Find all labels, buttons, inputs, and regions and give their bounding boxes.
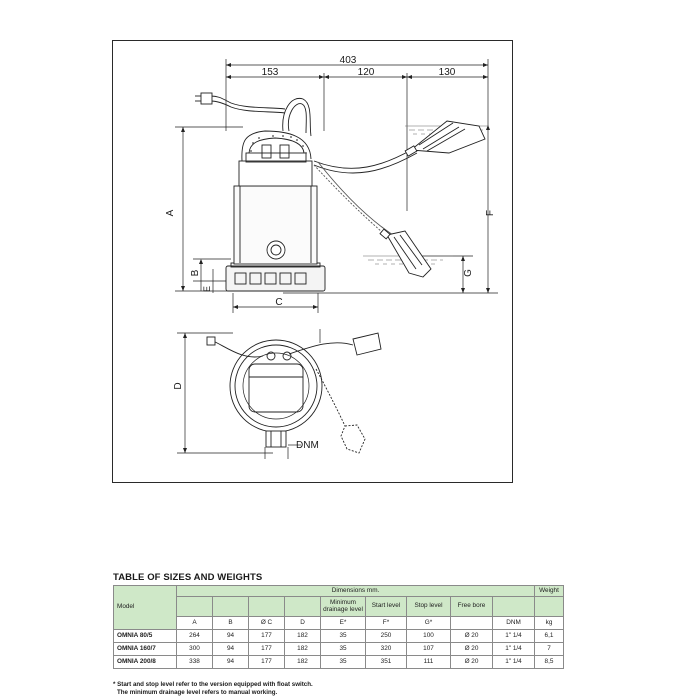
unit-g: G* (407, 617, 451, 630)
cell-weight: 8,5 (535, 656, 564, 669)
table-row (114, 643, 564, 656)
cell-free-bore: Ø 20 (451, 630, 493, 643)
dim-seg3-label: 130 (438, 67, 456, 78)
cell-g: 107 (407, 643, 451, 656)
cell-g: 111 (407, 656, 451, 669)
model-header: Model (114, 586, 177, 630)
dim-e-label: E (202, 285, 212, 293)
cell-f: 250 (366, 630, 407, 643)
cell-b: 94 (213, 656, 249, 669)
cell-e: 35 (321, 643, 366, 656)
sub-header-start-level: Start level (366, 597, 407, 617)
dim-b-label: B (190, 269, 201, 277)
sub-header-stop-level: Stop level (407, 597, 451, 617)
cell-g: 100 (407, 630, 451, 643)
cell-e: 35 (321, 656, 366, 669)
dimensions-group-header: Dimensions mm. (177, 586, 535, 597)
unit-dnm: DNM (493, 617, 535, 630)
cell-free-bore: Ø 20 (451, 643, 493, 656)
cell-dnm: 1" 1/4 (493, 643, 535, 656)
model-name: OMNIA 160/7 (114, 643, 177, 656)
sub-header-c (249, 597, 285, 617)
dim-g-label: G (463, 269, 474, 277)
cell-d: 182 (285, 656, 321, 669)
table-title: TABLE OF SIZES AND WEIGHTS (113, 572, 263, 583)
sub-header-dnm (493, 597, 535, 617)
dim-d-lines (177, 329, 320, 453)
right-dimension-arrows (461, 125, 490, 293)
cell-weight: 6,1 (535, 630, 564, 643)
float-cable (314, 149, 417, 238)
sizes-weights-table (113, 585, 564, 669)
dim-seg1-label: 153 (261, 67, 279, 78)
float-switch-lower (380, 229, 431, 277)
cell-dnm: 1" 1/4 (493, 630, 535, 643)
technical-drawing (112, 40, 513, 483)
cell-d: 182 (285, 643, 321, 656)
dim-c-label: C (275, 297, 283, 308)
cell-b: 94 (213, 630, 249, 643)
model-name: OMNIA 200/8 (114, 656, 177, 669)
cell-dnm: 1" 1/4 (493, 656, 535, 669)
dim-d-label: D (173, 382, 184, 390)
cell-c: 177 (249, 643, 285, 656)
cell-b: 94 (213, 643, 249, 656)
unit-free-bore (451, 617, 493, 630)
dim-f-label: F (485, 209, 496, 217)
unit-a: A (177, 617, 213, 630)
sub-header-weight (535, 597, 564, 617)
sub-header-min-drainage: Minimum drainage level (321, 597, 366, 617)
dim-dnm-label: DNM (296, 440, 319, 451)
dim-total-label: 403 (339, 55, 357, 66)
model-name: OMNIA 80/5 (114, 630, 177, 643)
note-min-drainage: The minimum drainage level refers to manual working. (117, 688, 278, 696)
cell-f: 320 (366, 643, 407, 656)
unit-d: D (285, 617, 321, 630)
sub-header-a (177, 597, 213, 617)
table-notes (113, 681, 313, 696)
cell-f: 351 (366, 656, 407, 669)
pump-drawing-svg (113, 41, 514, 484)
pump-top-view (207, 333, 381, 453)
cell-c: 177 (249, 656, 285, 669)
weight-header: Weight (535, 586, 564, 597)
unit-e: E* (321, 617, 366, 630)
unit-b: B (213, 617, 249, 630)
cell-c: 177 (249, 630, 285, 643)
sub-header-d (285, 597, 321, 617)
table-row (114, 630, 564, 643)
left-dimension-arrows (181, 127, 203, 291)
cell-a: 300 (177, 643, 213, 656)
unit-kg: kg (535, 617, 564, 630)
sub-header-free-bore: Free bore (451, 597, 493, 617)
cell-a: 264 (177, 630, 213, 643)
note-start-stop: * Start and stop level refer to the version equipped with float switch. (113, 681, 313, 688)
cell-d: 182 (285, 630, 321, 643)
sub-header-b (213, 597, 249, 617)
pump-side-view (195, 93, 325, 291)
cell-weight: 7 (535, 643, 564, 656)
table-row (114, 656, 564, 669)
cell-free-bore: Ø 20 (451, 656, 493, 669)
cell-e: 35 (321, 630, 366, 643)
unit-f: F* (366, 617, 407, 630)
cell-a: 338 (177, 656, 213, 669)
dim-a-label: A (165, 209, 176, 217)
unit-c: Ø C (249, 617, 285, 630)
dim-seg2-label: 120 (357, 67, 375, 78)
